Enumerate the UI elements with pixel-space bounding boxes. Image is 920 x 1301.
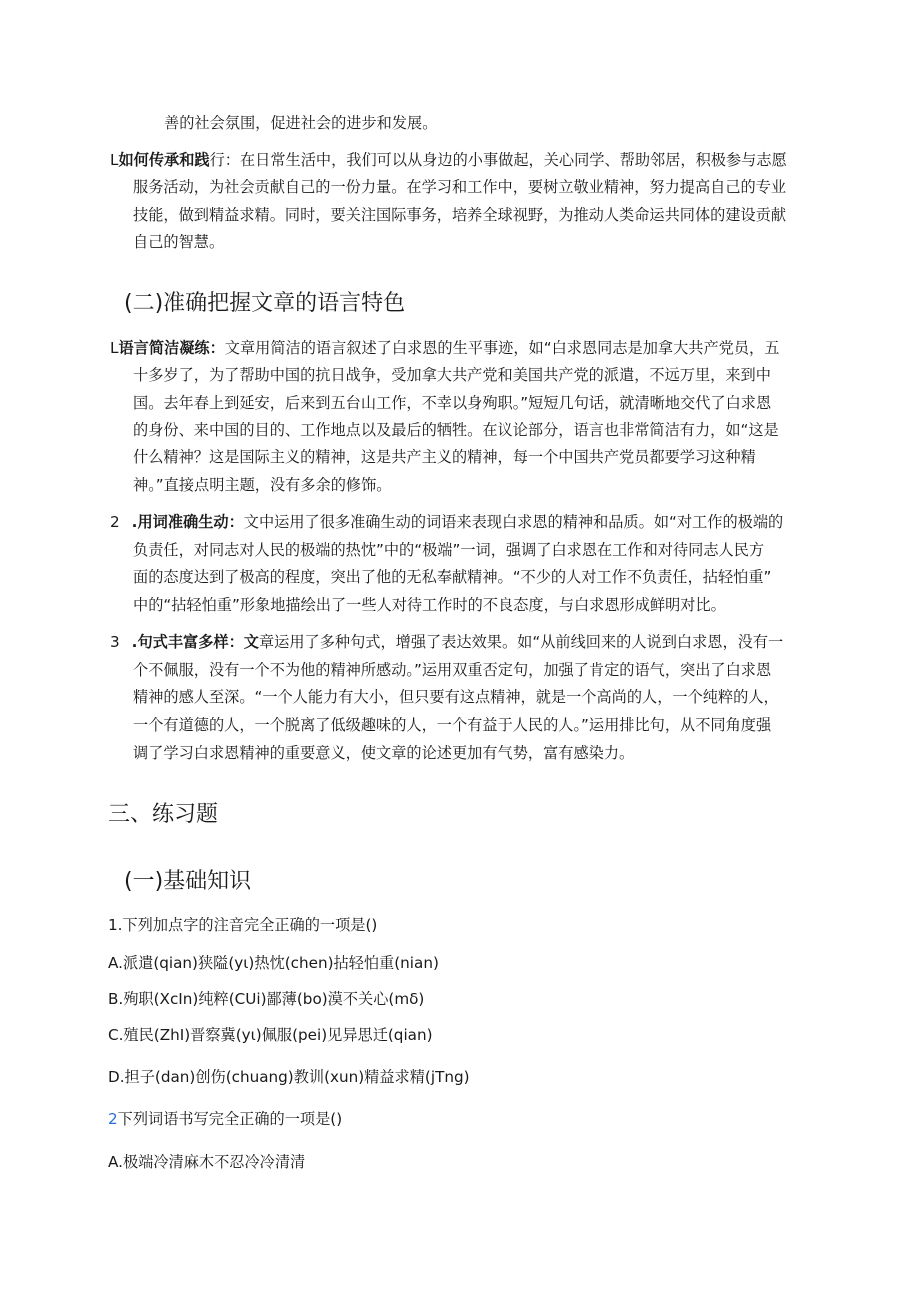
paragraph-line: 中的“拈轻怕重”形象地描绘出了一些人对待工作时的不良态度，与白求恩形成鲜明对比。 [133, 596, 726, 614]
paragraph-line: 什么精神？这是国际主义的精神，这是共产主义的精神，每一个中国共产党员都要学习这种精 [133, 448, 756, 466]
paragraph-line: 章运用了多种句式，增强了表达效果。如“从前线回来的人说到白求恩，没有一 [258, 633, 784, 651]
question-stem: 1.下列加点字的注音完全正确的一项是() [108, 916, 378, 934]
question-stem: 下列词语书写完全正确的一项是() [117, 1110, 343, 1128]
paragraph-line: 一个有道德的人，一个脱离了低级趣味的人，一个有益于人民的人。”运用排比句，从不同角度强 [133, 716, 772, 734]
paragraph-line: 行：在日常生活中，我们可以从身边的小事做起，关心同学、帮助邻居，积极参与志愿 [209, 151, 787, 169]
section-heading: (二)准确把握文章的语言特色 [124, 291, 406, 316]
paragraph-line: 文中运用了很多准确生动的词语来表现白求恩的精神和品质。如“对工作的极端的 [243, 513, 784, 531]
item-marker: L [110, 339, 119, 357]
paragraph-line: 国。去年春上到延安，后来到五台山工作，不幸以身殉职。”短短几句话，就清晰地交代了白求恩 [133, 394, 772, 412]
paragraph-line: 神。”直接点明主题，没有多余的修饰。 [133, 476, 392, 494]
item-lead: 语言简洁凝练： [118, 339, 225, 357]
paragraph-line: 十多岁了，为了帮助中国的抗日战争，受加拿大共产党和美国共产党的派遣，不远万里，来到中 [133, 366, 771, 384]
question-option: B.殉职(XcIn)纯粹(CUi)鄙薄(bo)漠不关心(mδ) [108, 990, 425, 1008]
question-option: A.派遣(qian)狭隘(yι)热忱(chen)拈轻怕重(nian) [108, 954, 439, 972]
paragraph-line: 负责任，对同志对人民的极端的热忱”中的“极端”一词，强调了白求恩在工作和对待同志人民方 [133, 541, 765, 559]
paragraph-line: 技能，做到精益求精。同时，要关注国际事务，培养全球视野，为推动人类命运共同体的建设贡献 [133, 206, 787, 224]
item-lead: 如何传承和践 [118, 151, 210, 169]
paragraph-line: 调了学习白求恩精神的重要意义，使文章的论述更加有气势，富有感染力。 [133, 744, 635, 762]
question-option: C.殖民(ZhI)晋察冀(yι)佩服(pei)见异思迁(qian) [108, 1026, 433, 1044]
paragraph-line: 个不佩服，没有一个不为他的精神所感动。”运用双重否定句，加强了肯定的语气，突出了白求恩 [133, 661, 772, 679]
paragraph-line: 面的态度达到了极高的程度，突出了他的无私奉献精神。“不少的人对工作不负责任，拈轻怕重” [133, 568, 772, 586]
continuation-line: 善的社会氛围，促进社会的进步和发展。 [164, 114, 438, 132]
subsection-heading: (一)基础知识 [124, 869, 252, 894]
paragraph-line: 文章用简洁的语言叙述了白求恩的生平事迹，如“白求恩同志是加拿大共产党员，五 [224, 339, 780, 357]
question-option: A.极端冷清麻木不忍冷冷清清 [108, 1153, 306, 1171]
chapter-heading: 三、练习题 [108, 802, 219, 827]
paragraph-line: 服务活动，为社会贡献自己的一份力量。在学习和工作中，要树立敬业精神，努力提高自己的专业 [133, 178, 787, 196]
paragraph-line: 精神的感人至深。“一个人能力有大小，但只要有这点精神，就是一个高尚的人，一个纯粹的人， [133, 688, 779, 706]
paragraph-line: 的身份、来中国的目的、工作地点以及最后的牺牲。在议论部分，语言也非常简洁有力，如“这是 [133, 421, 779, 439]
item-marker: L [110, 151, 119, 169]
paragraph-line: 自己的智慧。 [133, 233, 225, 251]
item-marker: 2 [110, 513, 120, 531]
item-marker: 3 [110, 633, 120, 651]
question-number: 2 [108, 1110, 118, 1128]
item-lead: .用词准确生动： [131, 513, 244, 531]
item-lead: .句式丰富多样：文 [131, 633, 259, 651]
question-option: D.担子(dan)创伤(chuang)教训(xun)精益求精(jTng) [108, 1068, 470, 1086]
